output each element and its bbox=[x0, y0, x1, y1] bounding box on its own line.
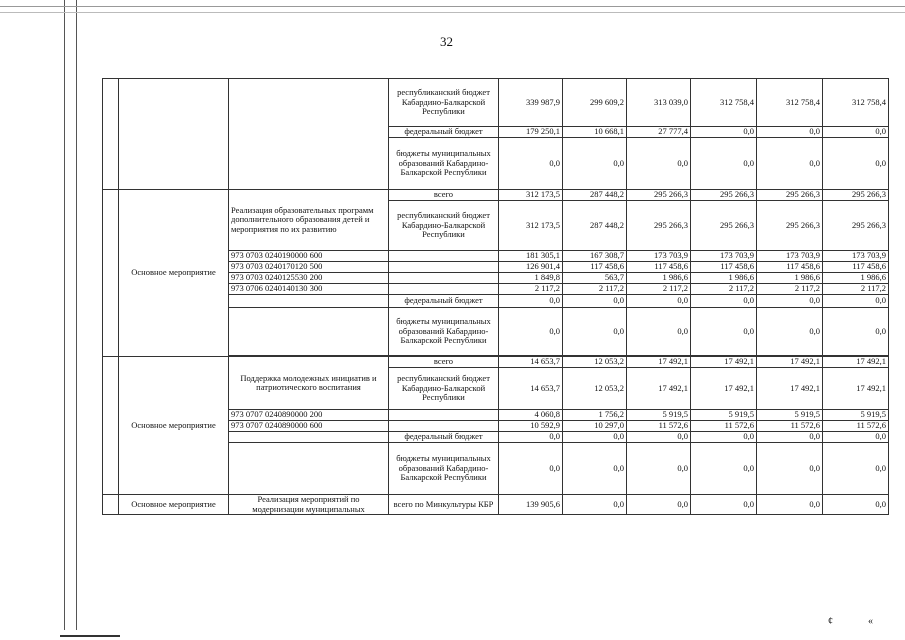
value-cell: 0,0 bbox=[627, 308, 691, 356]
value-cell: 117 458,6 bbox=[823, 262, 889, 273]
margin-line bbox=[76, 0, 77, 630]
value-cell: 27 777,4 bbox=[627, 127, 691, 138]
value-cell: 295 266,3 bbox=[691, 201, 757, 251]
activity-type: Основное мероприятие bbox=[119, 190, 229, 357]
value-cell: 2 117,2 bbox=[691, 284, 757, 295]
value-cell: 0,0 bbox=[563, 138, 627, 190]
scan-edge-line bbox=[0, 6, 905, 7]
margin-line bbox=[64, 0, 65, 630]
value-cell: 0,0 bbox=[499, 432, 563, 443]
index-cell bbox=[103, 190, 119, 357]
value-cell: 12 053,2 bbox=[563, 368, 627, 410]
source-cell: бюджеты муниципальных образований Кабардино-Балкарской Республики bbox=[389, 138, 499, 190]
value-cell: 117 458,6 bbox=[563, 262, 627, 273]
table-row bbox=[103, 79, 889, 127]
activity-type: Основное мероприятие bbox=[119, 357, 229, 495]
source-cell bbox=[389, 410, 499, 421]
value-cell: 563,7 bbox=[563, 273, 627, 284]
table-row bbox=[103, 495, 889, 515]
source-cell: бюджеты муниципальных образований Кабардино-Балкарской Республики bbox=[389, 443, 499, 495]
value-cell: 4 060,8 bbox=[499, 410, 563, 421]
stray-mark: ¢ bbox=[828, 616, 833, 627]
value-cell: 117 458,6 bbox=[757, 262, 823, 273]
value-cell: 0,0 bbox=[627, 295, 691, 308]
value-cell: 287 448,2 bbox=[563, 190, 627, 201]
activity-type: Основное мероприятие bbox=[119, 495, 229, 515]
value-cell: 0,0 bbox=[563, 295, 627, 308]
value-cell: 0,0 bbox=[757, 495, 823, 515]
type-cell bbox=[119, 79, 229, 190]
activity-title: Реализация мероприятий по модернизации муниципальных bbox=[229, 495, 389, 515]
value-cell: 295 266,3 bbox=[757, 201, 823, 251]
value-cell: 0,0 bbox=[563, 495, 627, 515]
source-cell bbox=[389, 262, 499, 273]
value-cell: 0,0 bbox=[627, 432, 691, 443]
value-cell: 173 703,9 bbox=[757, 251, 823, 262]
value-cell: 0,0 bbox=[757, 443, 823, 495]
index-cell bbox=[103, 357, 119, 495]
value-cell: 0,0 bbox=[499, 443, 563, 495]
value-cell: 0,0 bbox=[823, 495, 889, 515]
budget-code: 973 0707 0240890000 600 bbox=[229, 421, 389, 432]
value-cell: 5 919,5 bbox=[627, 410, 691, 421]
title-cell bbox=[229, 308, 389, 356]
value-cell: 1 986,6 bbox=[627, 273, 691, 284]
budget-code: 973 0707 0240890000 200 bbox=[229, 410, 389, 421]
value-cell: 173 703,9 bbox=[627, 251, 691, 262]
value-cell: 11 572,6 bbox=[757, 421, 823, 432]
value-cell: 2 117,2 bbox=[823, 284, 889, 295]
value-cell: 313 039,0 bbox=[627, 79, 691, 127]
value-cell: 295 266,3 bbox=[823, 201, 889, 251]
value-cell: 139 905,6 bbox=[499, 495, 563, 515]
value-cell: 0,0 bbox=[563, 308, 627, 356]
value-cell: 2 117,2 bbox=[627, 284, 691, 295]
activity-title: Реализация образовательных программ дополнительного образования детей и мероприятия по их развитию bbox=[229, 190, 389, 251]
value-cell: 0,0 bbox=[757, 308, 823, 356]
value-cell: 17 492,1 bbox=[691, 368, 757, 410]
value-cell: 117 458,6 bbox=[691, 262, 757, 273]
index-cell bbox=[103, 79, 119, 190]
value-cell: 173 703,9 bbox=[823, 251, 889, 262]
value-cell: 295 266,3 bbox=[627, 190, 691, 201]
value-cell: 17 492,1 bbox=[691, 357, 757, 368]
source-cell: всего bbox=[389, 357, 499, 368]
value-cell: 0,0 bbox=[499, 308, 563, 356]
value-cell: 17 492,1 bbox=[627, 357, 691, 368]
value-cell: 17 492,1 bbox=[823, 357, 889, 368]
value-cell: 0,0 bbox=[691, 432, 757, 443]
value-cell: 2 117,2 bbox=[563, 284, 627, 295]
value-cell: 0,0 bbox=[499, 295, 563, 308]
value-cell: 0,0 bbox=[627, 443, 691, 495]
value-cell: 179 250,1 bbox=[499, 127, 563, 138]
value-cell: 0,0 bbox=[563, 443, 627, 495]
value-cell: 0,0 bbox=[757, 295, 823, 308]
value-cell: 0,0 bbox=[499, 138, 563, 190]
budget-code: 973 0703 0240125530 200 bbox=[229, 273, 389, 284]
source-cell bbox=[389, 284, 499, 295]
value-cell: 0,0 bbox=[757, 138, 823, 190]
page-number: 32 bbox=[440, 34, 453, 49]
value-cell: 0,0 bbox=[691, 443, 757, 495]
value-cell: 17 492,1 bbox=[823, 368, 889, 410]
stray-mark: « bbox=[868, 616, 873, 627]
value-cell: 10 668,1 bbox=[563, 127, 627, 138]
source-cell: всего bbox=[389, 190, 499, 201]
value-cell: 0,0 bbox=[691, 127, 757, 138]
value-cell: 312 758,4 bbox=[691, 79, 757, 127]
source-cell bbox=[389, 421, 499, 432]
budget-code: 973 0703 0240170120 500 bbox=[229, 262, 389, 273]
value-cell: 0,0 bbox=[823, 127, 889, 138]
source-cell: федеральный бюджет bbox=[389, 295, 499, 308]
value-cell: 0,0 bbox=[627, 495, 691, 515]
value-cell: 12 053,2 bbox=[563, 357, 627, 368]
source-cell: федеральный бюджет bbox=[389, 127, 499, 138]
value-cell: 11 572,6 bbox=[691, 421, 757, 432]
value-cell: 11 572,6 bbox=[627, 421, 691, 432]
value-cell: 295 266,3 bbox=[823, 190, 889, 201]
value-cell: 287 448,2 bbox=[563, 201, 627, 251]
value-cell: 0,0 bbox=[823, 308, 889, 356]
activity-title: Поддержка молодежных инициатив и патриотического воспитания bbox=[229, 357, 389, 410]
value-cell: 17 492,1 bbox=[757, 368, 823, 410]
source-cell: всего по Минкультуры КБР bbox=[389, 495, 499, 515]
value-cell: 1 756,2 bbox=[563, 410, 627, 421]
value-cell: 14 653,7 bbox=[499, 357, 563, 368]
value-cell: 1 986,6 bbox=[823, 273, 889, 284]
value-cell: 117 458,6 bbox=[627, 262, 691, 273]
value-cell: 295 266,3 bbox=[691, 190, 757, 201]
title-cell bbox=[229, 443, 389, 495]
title-cell bbox=[229, 432, 389, 443]
value-cell: 1 986,6 bbox=[691, 273, 757, 284]
scan-edge-line bbox=[0, 12, 905, 13]
value-cell: 0,0 bbox=[563, 432, 627, 443]
value-cell: 0,0 bbox=[757, 127, 823, 138]
value-cell: 0,0 bbox=[691, 308, 757, 356]
value-cell: 1 986,6 bbox=[757, 273, 823, 284]
value-cell: 10 297,0 bbox=[563, 421, 627, 432]
value-cell: 11 572,6 bbox=[823, 421, 889, 432]
value-cell: 312 173,5 bbox=[499, 190, 563, 201]
value-cell: 126 901,4 bbox=[499, 262, 563, 273]
value-cell: 0,0 bbox=[691, 495, 757, 515]
value-cell: 295 266,3 bbox=[627, 201, 691, 251]
value-cell: 17 492,1 bbox=[757, 357, 823, 368]
value-cell: 295 266,3 bbox=[757, 190, 823, 201]
source-cell: республиканский бюджет Кабардино-Балкарской Республики bbox=[389, 201, 499, 251]
table-row bbox=[103, 357, 889, 368]
value-cell: 167 308,7 bbox=[563, 251, 627, 262]
value-cell: 0,0 bbox=[691, 138, 757, 190]
title-cell bbox=[229, 79, 389, 190]
value-cell: 5 919,5 bbox=[757, 410, 823, 421]
source-cell: бюджеты муниципальных образований Кабардино-Балкарской Республики bbox=[389, 308, 499, 356]
value-cell: 10 592,9 bbox=[499, 421, 563, 432]
value-cell: 2 117,2 bbox=[499, 284, 563, 295]
value-cell: 14 653,7 bbox=[499, 368, 563, 410]
budget-code: 973 0706 0240140130 300 bbox=[229, 284, 389, 295]
value-cell: 0,0 bbox=[823, 443, 889, 495]
value-cell: 299 609,2 bbox=[563, 79, 627, 127]
source-cell: республиканский бюджет Кабардино-Балкарской Республики bbox=[389, 368, 499, 410]
value-cell: 5 919,5 bbox=[823, 410, 889, 421]
title-cell bbox=[229, 295, 389, 308]
value-cell: 339 987,9 bbox=[499, 79, 563, 127]
budget-code: 973 0703 0240190000 600 bbox=[229, 251, 389, 262]
value-cell: 0,0 bbox=[627, 138, 691, 190]
value-cell: 181 305,1 bbox=[499, 251, 563, 262]
source-cell bbox=[389, 251, 499, 262]
value-cell: 5 919,5 bbox=[691, 410, 757, 421]
index-cell bbox=[103, 495, 119, 515]
value-cell: 312 758,4 bbox=[823, 79, 889, 127]
scan-edge-line bbox=[60, 635, 120, 637]
value-cell: 0,0 bbox=[823, 138, 889, 190]
budget-table bbox=[102, 78, 889, 515]
value-cell: 0,0 bbox=[823, 295, 889, 308]
source-cell bbox=[389, 273, 499, 284]
source-cell: федеральный бюджет bbox=[389, 432, 499, 443]
value-cell: 0,0 bbox=[757, 432, 823, 443]
value-cell: 0,0 bbox=[823, 432, 889, 443]
value-cell: 0,0 bbox=[691, 295, 757, 308]
value-cell: 173 703,9 bbox=[691, 251, 757, 262]
value-cell: 1 849,8 bbox=[499, 273, 563, 284]
table-row bbox=[103, 190, 889, 201]
value-cell: 312 758,4 bbox=[757, 79, 823, 127]
source-cell: республиканский бюджет Кабардино-Балкарской Республики bbox=[389, 79, 499, 127]
value-cell: 2 117,2 bbox=[757, 284, 823, 295]
value-cell: 312 173,5 bbox=[499, 201, 563, 251]
value-cell: 17 492,1 bbox=[627, 368, 691, 410]
